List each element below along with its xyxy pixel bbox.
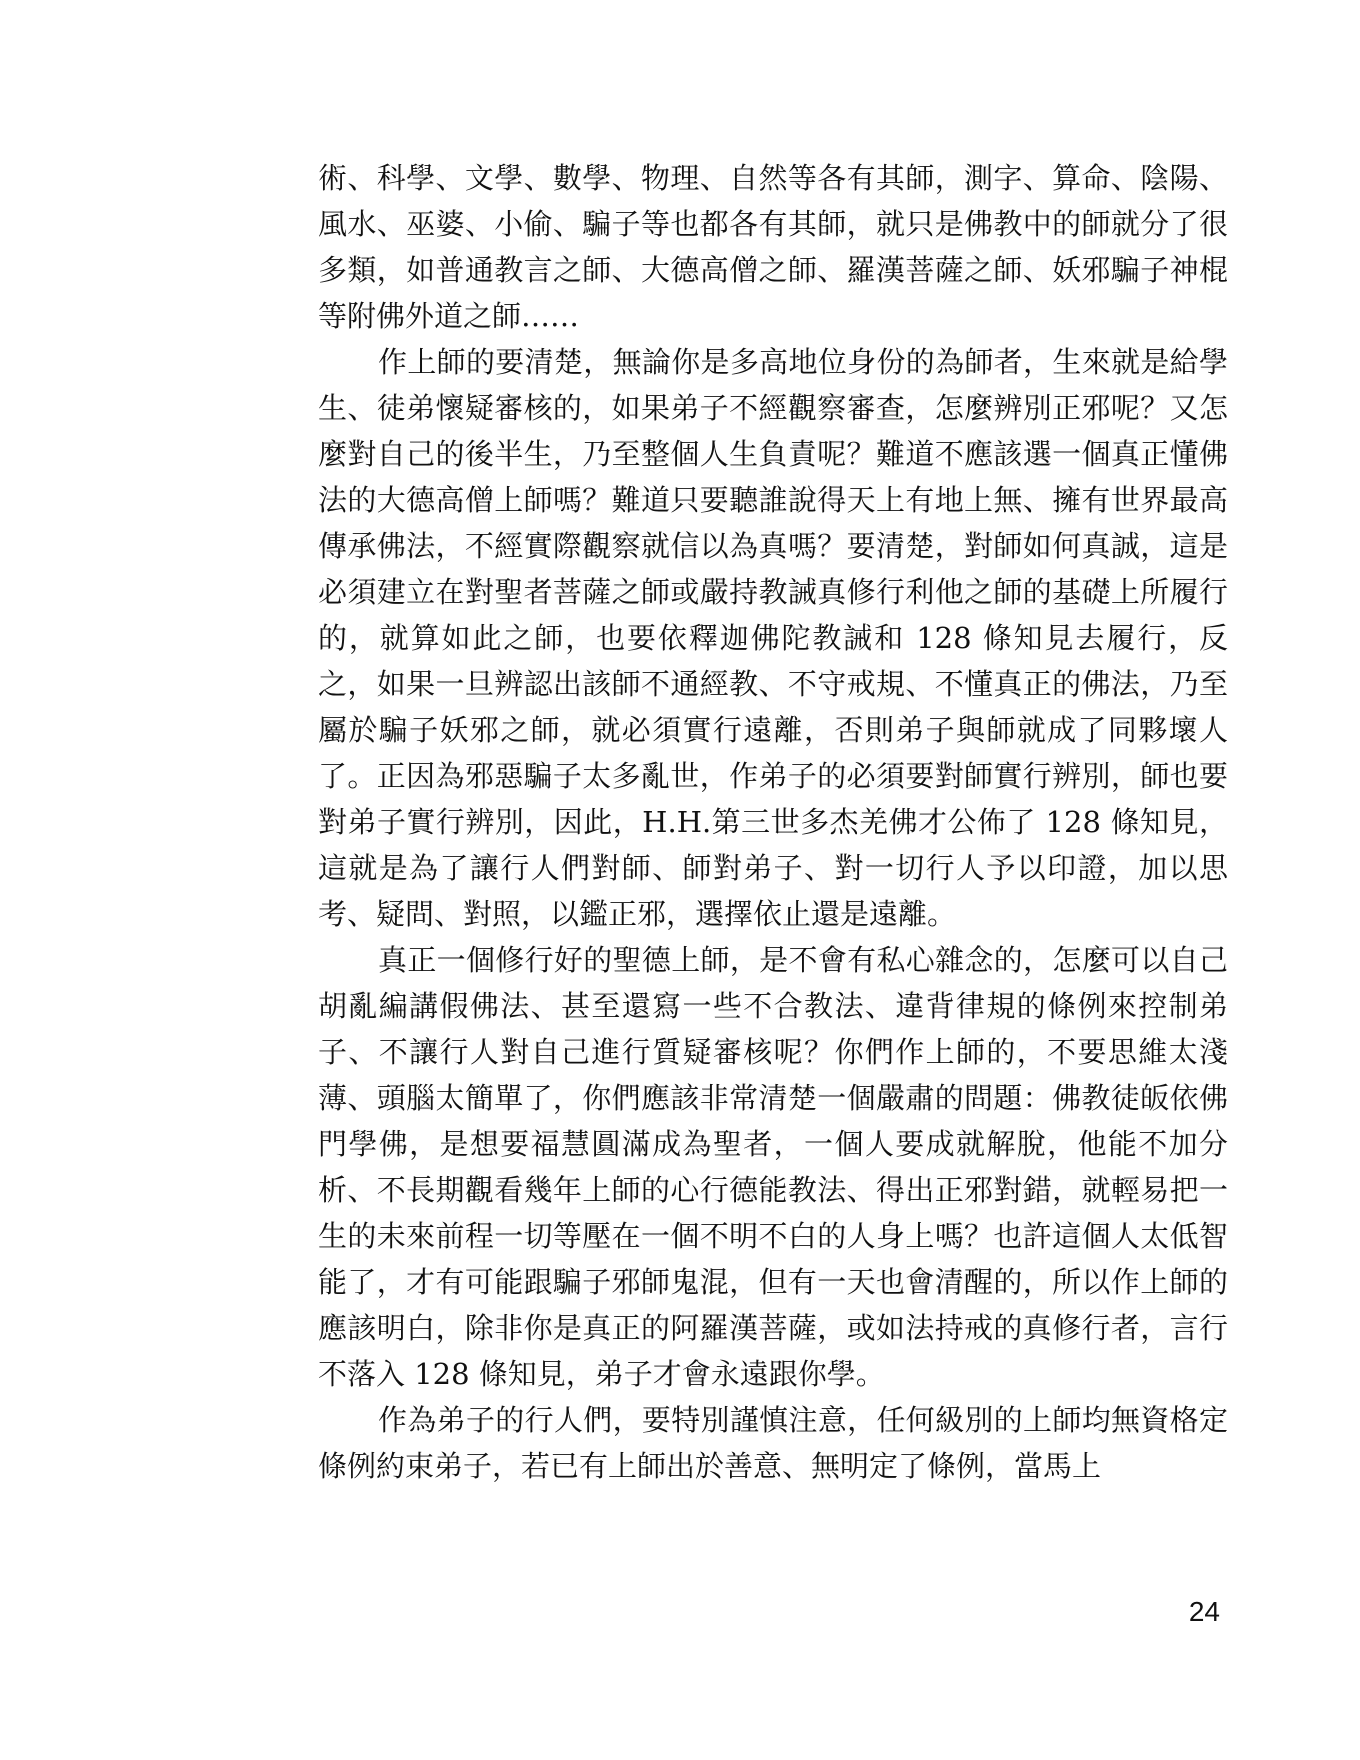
paragraph-4: 作為弟子的行人們，要特別謹慎注意，任何級別的上師均無資格定條例約束弟子，若已有上師出於善意、無明定了條例，當馬上	[318, 1403, 1228, 1483]
paragraph-3: 真正一個修行好的聖德上師，是不會有私心雜念的，怎麼可以自己胡亂編講假佛法、甚至還寫一些不合教法、違背律規的條例來控制弟子、不讓行人對自己進行質疑審核呢？你們作上師的，不要思維太淺薄、頭腦太簡單了，你們應該非常清楚一個嚴肅的問題：佛教徒皈依佛門學佛，是想要福慧圓滿成為聖者，一個人要成就解脫，他能不加分析、不長期觀看幾年上師的心行德能教法、得出正邪對錯，就輕易把一生的未來前程一切等壓在一個不明不白的人身上嗎？也許這個人太低智能了，才有可能跟騙子邪師鬼混，但有一天也會清醒的，所以作上師的應該明白，除非你是真正的阿羅漢菩薩，或如法持戒的真修行者，言行不落入 128 條知見，弟子才會永遠跟你學。	[318, 943, 1228, 1391]
paragraph-2: 作上師的要清楚，無論你是多高地位身份的為師者，生來就是給學生、徒弟懷疑審核的，如果弟子不經觀察審查，怎麼辨別正邪呢？又怎麼對自己的後半生，乃至整個人生負責呢？難道不應該選一個真正懂佛法的大德高僧上師嗎？難道只要聽誰說得天上有地上無、擁有世界最高傳承佛法，不經實際觀察就信以為真嗎？要清楚，對師如何真誠，這是必須建立在對聖者菩薩之師或嚴持教誡真修行利他之師的基礎上所履行的，就算如此之師，也要依釋迦佛陀教誡和 128 條知見去履行，反之，如果一旦辨認出該師不通經教、不守戒規、不懂真正的佛法，乃至屬於騙子妖邪之師，就必須實行遠離，否則弟子與師就成了同夥壞人了。正因為邪惡騙子太多亂世，作弟子的必須要對師實行辨別，師也要對弟子實行辨別，因此，H.H.第三世多杰羌佛才公佈了 128 條知見，這就是為了讓行人們對師、師對弟子、對一切行人予以印證，加以思考、疑問、對照，以鑑正邪，選擇依止還是遠離。	[318, 345, 1228, 931]
body-text	[318, 155, 1228, 1489]
page-number: 24	[1188, 1596, 1220, 1627]
paragraph-1: 術、科學、文學、數學、物理、自然等各有其師，測字、算命、陰陽、風水、巫婆、小偷、騙子等也都各有其師，就只是佛教中的師就分了很多類，如普通教言之師、大德高僧之師、羅漢菩薩之師、妖邪騙子神棍等附佛外道之師……	[318, 161, 1228, 333]
